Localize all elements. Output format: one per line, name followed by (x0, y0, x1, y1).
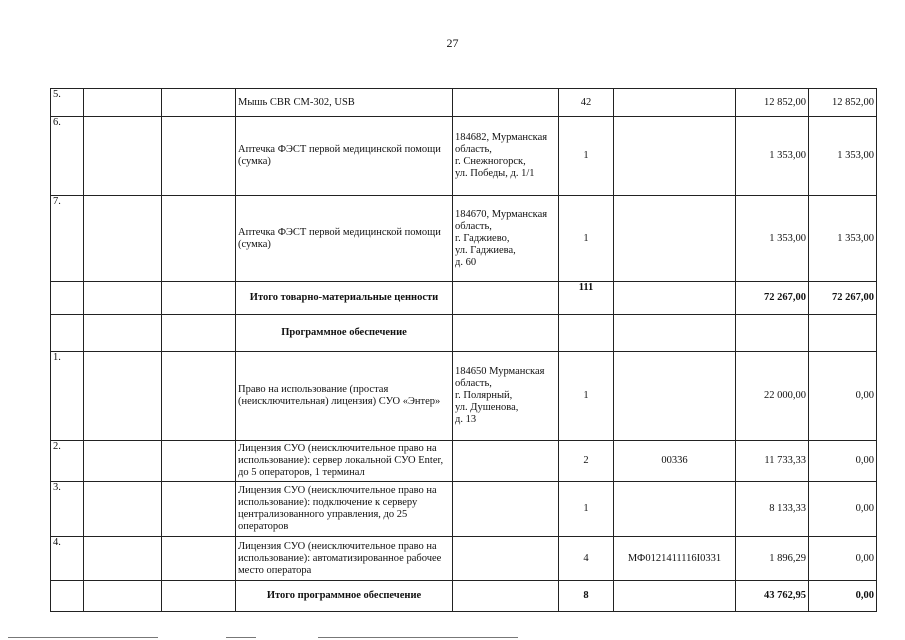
item-address (453, 537, 559, 581)
subtotal-total: 0,00 (809, 581, 877, 612)
item-name: Право на использование (простая (неисключительная) лицензия) СУО «Энтер» (236, 352, 453, 441)
item-price: 8 133,33 (736, 482, 809, 537)
item-address: 184682, Мурманская область, г. Снежногорск, ул. Победы, д. 1/1 (453, 117, 559, 196)
item-total: 0,00 (809, 482, 877, 537)
item-address: 184670, Мурманская область, г. Гаджиево, ул. Гаджиева, д. 60 (453, 196, 559, 282)
item-name: Лицензия СУО (неисключительное право на использование): подключение к серверу централизованного управления, до 25 операторов (236, 482, 453, 537)
item-total: 0,00 (809, 441, 877, 482)
subtotal-row (51, 282, 877, 315)
subtotal-price: 43 762,95 (736, 581, 809, 612)
item-quantity: 1 (559, 352, 614, 441)
table-row (51, 196, 877, 282)
item-address: 184650 Мурманская область, г. Полярный, ул. Душенова, д. 13 (453, 352, 559, 441)
item-quantity: 2 (559, 441, 614, 482)
item-price: 1 353,00 (736, 117, 809, 196)
section-title: Программное обеспечение (236, 315, 453, 352)
section-header-row (51, 315, 877, 352)
row-number: 4. (51, 537, 84, 581)
item-price: 22 000,00 (736, 352, 809, 441)
item-price: 1 353,00 (736, 196, 809, 282)
row-number: 2. (51, 441, 84, 482)
inventory-number (614, 196, 736, 282)
inventory-number: 00336 (614, 441, 736, 482)
item-price: 1 896,29 (736, 537, 809, 581)
item-name: Лицензия СУО (неисключительное право на использование): сервер локальной СУО Enter, до 5 операторов, 1 терминал (236, 441, 453, 482)
item-name: Аптечка ФЭСТ первой медицинской помощи (сумка) (236, 117, 453, 196)
item-address (453, 441, 559, 482)
page-number: 27 (446, 36, 459, 50)
footer-divider (8, 637, 158, 638)
table-row (51, 117, 877, 196)
footer-divider (226, 637, 256, 638)
item-address (453, 89, 559, 117)
row-number: 1. (51, 352, 84, 441)
row-number: 5. (51, 89, 84, 117)
table-row (51, 482, 877, 537)
table-row (51, 89, 877, 117)
item-quantity: 1 (559, 117, 614, 196)
item-quantity: 42 (559, 89, 614, 117)
item-quantity: 1 (559, 196, 614, 282)
inventory-number (614, 89, 736, 117)
item-total: 1 353,00 (809, 117, 877, 196)
table-row (51, 537, 877, 581)
row-number: 3. (51, 482, 84, 537)
subtotal-row (51, 581, 877, 612)
item-name: Лицензия СУО (неисключительное право на использование): автоматизированное рабочее место оператора (236, 537, 453, 581)
item-total: 12 852,00 (809, 89, 877, 117)
item-quantity: 1 (559, 482, 614, 537)
row-number: 6. (51, 117, 84, 196)
item-total: 0,00 (809, 537, 877, 581)
inventory-number (614, 117, 736, 196)
inventory-table (50, 88, 877, 612)
inventory-number (614, 352, 736, 441)
row-number: 7. (51, 196, 84, 282)
item-name: Аптечка ФЭСТ первой медицинской помощи (сумка) (236, 196, 453, 282)
subtotal-price: 72 267,00 (736, 282, 809, 315)
item-total: 1 353,00 (809, 196, 877, 282)
subtotal-label: Итого программное обеспечение (236, 581, 453, 612)
inventory-number: МФ0121411116I0331 (614, 537, 736, 581)
footer-divider (318, 637, 518, 638)
subtotal-total: 72 267,00 (809, 282, 877, 315)
item-price: 11 733,33 (736, 441, 809, 482)
subtotal-quantity: 111 (559, 282, 614, 315)
item-quantity: 4 (559, 537, 614, 581)
item-address (453, 482, 559, 537)
table-row (51, 352, 877, 441)
subtotal-quantity: 8 (559, 581, 614, 612)
item-price: 12 852,00 (736, 89, 809, 117)
item-name: Мышь CBR CM-302, USB (236, 89, 453, 117)
table-row (51, 441, 877, 482)
item-total: 0,00 (809, 352, 877, 441)
subtotal-label: Итого товарно-материальные ценности (236, 282, 453, 315)
inventory-number (614, 482, 736, 537)
